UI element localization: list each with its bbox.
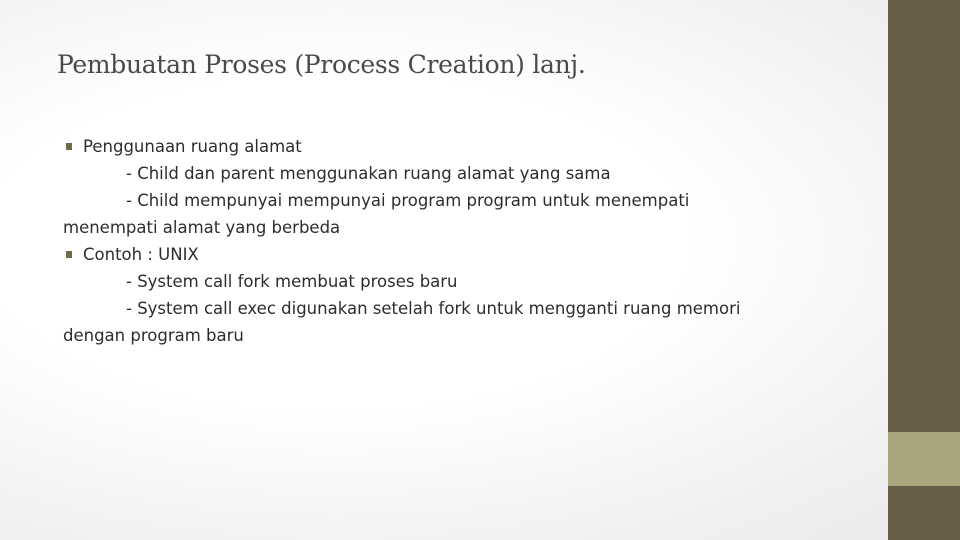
bullet-text: Contoh : UNIX: [83, 245, 199, 264]
sub-item: - System call fork membuat proses baru: [126, 272, 458, 291]
bullet-text: Penggunaan ruang alamat: [83, 137, 302, 156]
sub-item: - Child mempunyai mempunyai program program untuk menempati: [126, 191, 690, 210]
sub-item: - System call exec digunakan setelah fork untuk mengganti ruang memori: [126, 299, 741, 318]
slide-content: [63, 133, 823, 349]
square-bullet-icon: [66, 251, 72, 258]
bullet-item: [63, 241, 823, 268]
sub-item: - Child dan parent menggunakan ruang alamat yang sama: [126, 164, 611, 183]
sidebar-dark-footer: [888, 486, 960, 540]
slide-title: Pembuatan Proses (Process Creation) lanj.: [57, 50, 586, 79]
sidebar-accent-band: [888, 432, 960, 486]
wrapped-line: menempati alamat yang berbeda: [63, 218, 341, 237]
square-bullet-icon: [66, 143, 72, 150]
bullet-item: [63, 133, 823, 160]
sidebar-dark-band: [888, 0, 960, 432]
wrapped-line: dengan program baru: [63, 326, 244, 345]
